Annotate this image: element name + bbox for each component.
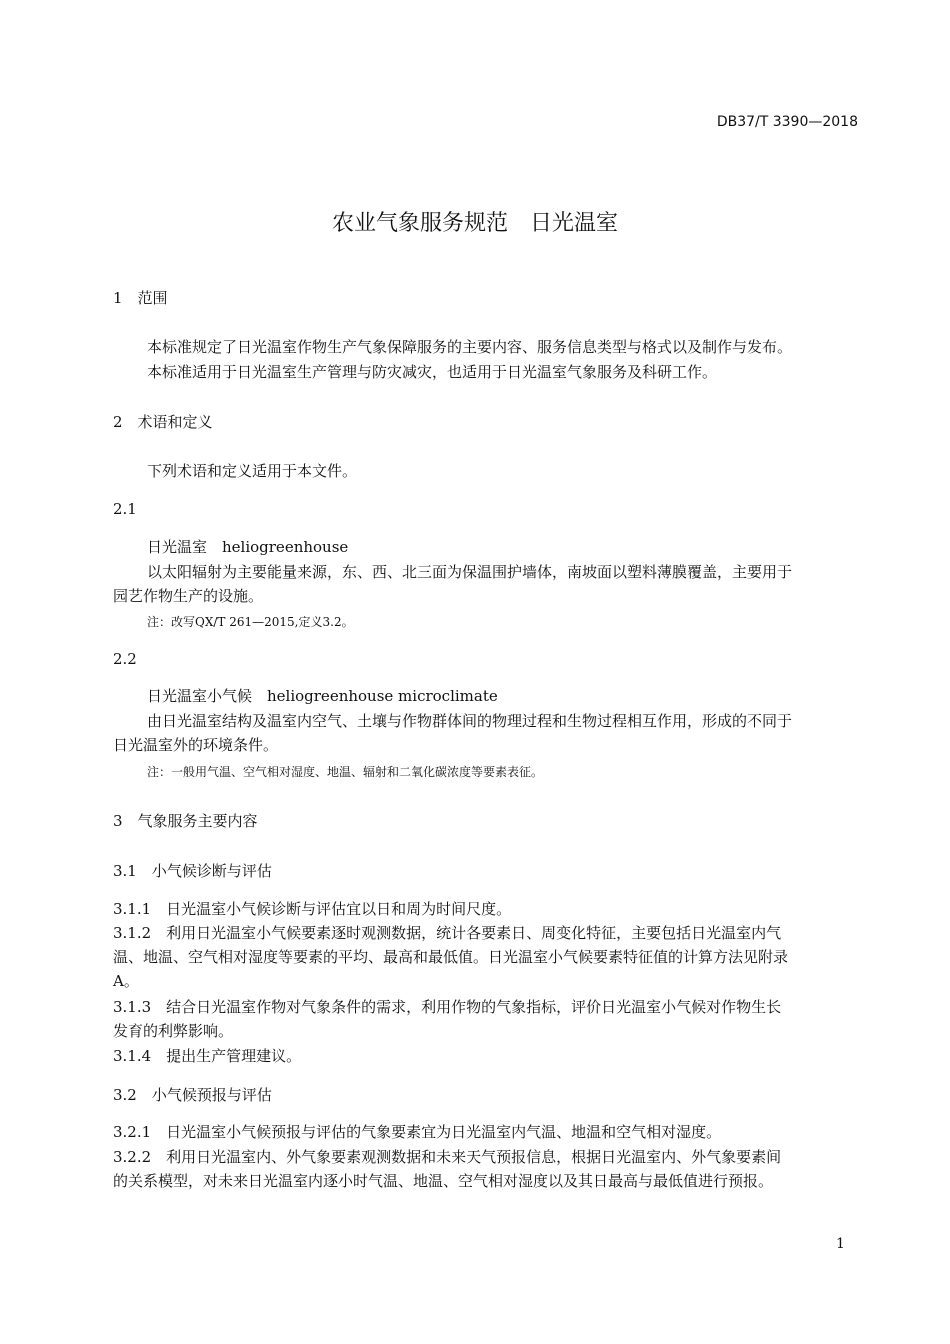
subsection-3-1-heading: 3.1 小气候诊断与评估 (113, 862, 272, 880)
clause-3-1-2-line-3: A。 (113, 972, 139, 990)
section-1-paragraph-2: 本标准适用于日光温室生产管理与防灾减灾，也适用于日光温室气象服务及科研工作。 (147, 363, 718, 381)
definition-2-1-term: 日光温室 heliogreenhouse (147, 538, 349, 556)
definition-2-2-text-line-2: 日光温室外的环境条件。 (113, 736, 279, 754)
definition-2-2-note: 注：一般用气温、空气相对湿度、地温、辐射和二氧化碳浓度等要素表征。 (147, 765, 544, 779)
clause-3-1-3-line-2: 发育的利弊影响。 (113, 1022, 234, 1040)
clause-3-2-2-line-2: 的关系模型，对未来日光温室内逐小时气温、地温、空气相对湿度以及其日最高与最低值进行预报。 (113, 1172, 774, 1190)
document-title: 农业气象服务规范 日光温室 (331, 211, 618, 236)
definition-2-1-note: 注：改写QX/T 261—2015,定义3.2。 (147, 615, 354, 629)
section-2-heading: 2 术语和定义 (113, 413, 213, 431)
clause-3-2-2-line-1: 3.2.2 利用日光温室内、外气象要素观测数据和未来天气预报信息，根据日光温室内、外气象要素间 (113, 1148, 782, 1166)
section-3-heading: 3 气象服务主要内容 (113, 812, 258, 830)
definition-2-2-term: 日光温室小气候 heliogreenhouse microclimate (147, 687, 498, 705)
clause-3-1-2-line-1: 3.1.2 利用日光温室小气候要素逐时观测数据，统计各要素日、周变化特征，主要包括日光温室内气 (113, 924, 782, 942)
definition-2-2-number: 2.2 (113, 650, 137, 668)
section-1-heading: 1 范围 (113, 289, 168, 307)
page-number: 1 (836, 1236, 845, 1252)
section-2-intro: 下列术语和定义适用于本文件。 (147, 462, 358, 480)
definition-2-1-number: 2.1 (113, 500, 137, 518)
definition-2-2-text-line-1: 由日光温室结构及温室内空气、土壤与作物群体间的物理过程和生物过程相互作用，形成的不同于 (147, 712, 793, 730)
subsection-3-2-heading: 3.2 小气候预报与评估 (113, 1086, 272, 1104)
definition-2-1-text-line-1: 以太阳辐射为主要能量来源，东、西、北三面为保温围护墙体，南坡面以塑料薄膜覆盖，主要用于 (147, 563, 793, 581)
section-1-paragraph-1: 本标准规定了日光温室作物生产气象保障服务的主要内容、服务信息类型与格式以及制作与发布。 (147, 338, 793, 356)
clause-3-2-1: 3.2.1 日光温室小气候预报与评估的气象要素宜为日光温室内气温、地温和空气相对湿度。 (113, 1123, 722, 1141)
clause-3-1-4: 3.1.4 提出生产管理建议。 (113, 1047, 302, 1065)
definition-2-1-text-line-2: 园艺作物生产的设施。 (113, 587, 264, 605)
clause-3-1-2-line-2: 温、地温、空气相对湿度等要素的平均、最高和最低值。日光温室小气候要素特征值的计算方法见附录 (113, 948, 789, 966)
clause-3-1-1: 3.1.1 日光温室小气候诊断与评估宜以日和周为时间尺度。 (113, 900, 512, 918)
document-code: DB37/T 3390—2018 (716, 114, 858, 130)
clause-3-1-3-line-1: 3.1.3 结合日光温室作物对气象条件的需求，利用作物的气象指标，评价日光温室小气候对作物生长 (113, 998, 782, 1016)
